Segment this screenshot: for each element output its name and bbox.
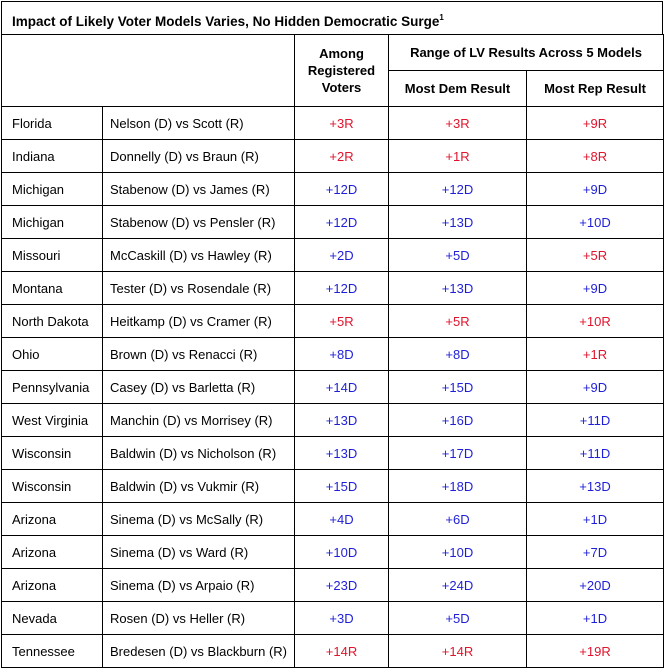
race-cell: Heitkamp (D) vs Cramer (R) [103, 305, 295, 338]
most-dem-cell: +14R [389, 635, 527, 668]
race-cell: Baldwin (D) vs Vukmir (R) [103, 470, 295, 503]
registered-voters-cell: +12D [295, 272, 389, 305]
race-cell: Sinema (D) vs McSally (R) [103, 503, 295, 536]
most-dem-cell: +1R [389, 140, 527, 173]
most-rep-cell: +1D [527, 503, 664, 536]
table-row [2, 239, 664, 272]
table-row [2, 635, 664, 668]
registered-voters-cell: +10D [295, 536, 389, 569]
state-cell: Arizona [2, 569, 103, 602]
registered-voters-cell: +5R [295, 305, 389, 338]
race-cell: Bredesen (D) vs Blackburn (R) [103, 635, 295, 668]
table-row [2, 536, 664, 569]
table-row [2, 371, 664, 404]
most-dem-cell: +15D [389, 371, 527, 404]
registered-voters-cell: +2D [295, 239, 389, 272]
most-dem-cell: +12D [389, 173, 527, 206]
most-rep-cell: +11D [527, 404, 664, 437]
most-rep-cell: +20D [527, 569, 664, 602]
state-cell: West Virginia [2, 404, 103, 437]
registered-voters-cell: +14R [295, 635, 389, 668]
race-cell: Sinema (D) vs Arpaio (R) [103, 569, 295, 602]
header-range: Range of LV Results Across 5 Models [389, 35, 664, 71]
state-cell: Arizona [2, 536, 103, 569]
most-dem-cell: +5D [389, 602, 527, 635]
table-row [2, 503, 664, 536]
most-rep-cell: +5R [527, 239, 664, 272]
most-dem-cell: +10D [389, 536, 527, 569]
most-dem-cell: +17D [389, 437, 527, 470]
most-rep-cell: +1D [527, 602, 664, 635]
race-cell: Stabenow (D) vs Pensler (R) [103, 206, 295, 239]
registered-voters-cell: +23D [295, 569, 389, 602]
race-cell: Rosen (D) vs Heller (R) [103, 602, 295, 635]
most-rep-cell: +9D [527, 272, 664, 305]
table-row [2, 140, 664, 173]
state-cell: Michigan [2, 173, 103, 206]
registered-voters-cell: +14D [295, 371, 389, 404]
header-most-dem: Most Dem Result [389, 71, 527, 107]
most-rep-cell: +9R [527, 107, 664, 140]
header-most-rep: Most Rep Result [527, 71, 664, 107]
header-among-registered: Among Registered Voters [295, 35, 389, 107]
state-cell: Michigan [2, 206, 103, 239]
registered-voters-cell: +3D [295, 602, 389, 635]
state-cell: Pennsylvania [2, 371, 103, 404]
table-row [2, 272, 664, 305]
most-dem-cell: +16D [389, 404, 527, 437]
registered-voters-cell: +15D [295, 470, 389, 503]
registered-voters-cell: +3R [295, 107, 389, 140]
table-row [2, 206, 664, 239]
most-rep-cell: +8R [527, 140, 664, 173]
table-row [2, 569, 664, 602]
race-cell: Stabenow (D) vs James (R) [103, 173, 295, 206]
race-cell: Manchin (D) vs Morrisey (R) [103, 404, 295, 437]
race-cell: Sinema (D) vs Ward (R) [103, 536, 295, 569]
most-rep-cell: +13D [527, 470, 664, 503]
table-row [2, 602, 664, 635]
table-row [2, 305, 664, 338]
race-cell: Baldwin (D) vs Nicholson (R) [103, 437, 295, 470]
results-table [1, 34, 664, 668]
most-dem-cell: +8D [389, 338, 527, 371]
race-cell: Brown (D) vs Renacci (R) [103, 338, 295, 371]
state-cell: Montana [2, 272, 103, 305]
race-cell: Tester (D) vs Rosendale (R) [103, 272, 295, 305]
table-row [2, 470, 664, 503]
registered-voters-cell: +12D [295, 206, 389, 239]
state-cell: North Dakota [2, 305, 103, 338]
registered-voters-cell: +4D [295, 503, 389, 536]
table-row [2, 404, 664, 437]
table-row [2, 338, 664, 371]
state-cell: Indiana [2, 140, 103, 173]
most-dem-cell: +5R [389, 305, 527, 338]
most-rep-cell: +9D [527, 371, 664, 404]
most-rep-cell: +19R [527, 635, 664, 668]
registered-voters-cell: +8D [295, 338, 389, 371]
most-dem-cell: +6D [389, 503, 527, 536]
table-row [2, 107, 664, 140]
state-cell: Wisconsin [2, 437, 103, 470]
most-dem-cell: +13D [389, 206, 527, 239]
most-rep-cell: +10D [527, 206, 664, 239]
state-cell: Arizona [2, 503, 103, 536]
registered-voters-cell: +13D [295, 437, 389, 470]
most-rep-cell: +1R [527, 338, 664, 371]
state-cell: Nevada [2, 602, 103, 635]
title-text: Impact of Likely Voter Models Varies, No Hidden Democratic Surge [12, 14, 440, 29]
registered-voters-cell: +12D [295, 173, 389, 206]
most-rep-cell: +10R [527, 305, 664, 338]
state-cell: Missouri [2, 239, 103, 272]
header-blank [2, 35, 295, 107]
race-cell: Nelson (D) vs Scott (R) [103, 107, 295, 140]
most-rep-cell: +9D [527, 173, 664, 206]
race-cell: McCaskill (D) vs Hawley (R) [103, 239, 295, 272]
table-title [1, 1, 663, 35]
registered-voters-cell: +13D [295, 404, 389, 437]
most-dem-cell: +5D [389, 239, 527, 272]
table-row [2, 173, 664, 206]
state-cell: Tennessee [2, 635, 103, 668]
race-cell: Casey (D) vs Barletta (R) [103, 371, 295, 404]
registered-voters-cell: +2R [295, 140, 389, 173]
state-cell: Wisconsin [2, 470, 103, 503]
most-dem-cell: +13D [389, 272, 527, 305]
most-rep-cell: +7D [527, 536, 664, 569]
most-rep-cell: +11D [527, 437, 664, 470]
most-dem-cell: +18D [389, 470, 527, 503]
table-row [2, 437, 664, 470]
most-dem-cell: +24D [389, 569, 527, 602]
state-cell: Ohio [2, 338, 103, 371]
title-footnote: 1 [439, 13, 444, 22]
race-cell: Donnelly (D) vs Braun (R) [103, 140, 295, 173]
most-dem-cell: +3R [389, 107, 527, 140]
state-cell: Florida [2, 107, 103, 140]
